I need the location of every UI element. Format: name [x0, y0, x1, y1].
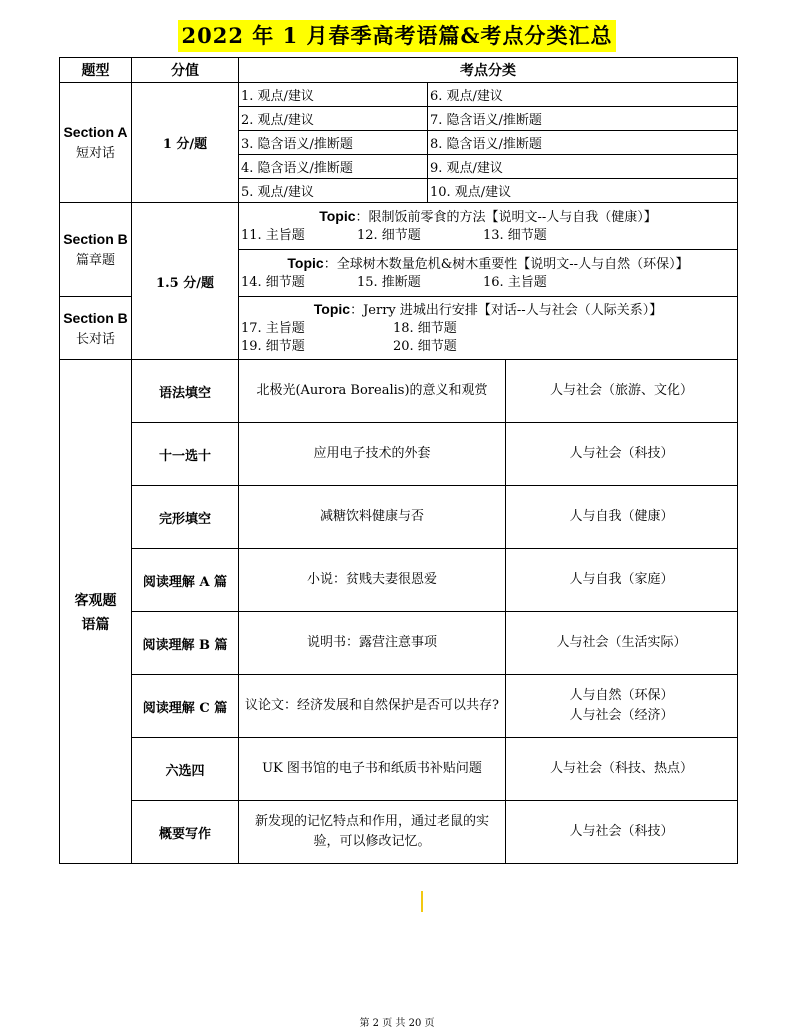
passage-theme-cell	[506, 675, 738, 738]
section-b-score	[132, 203, 239, 360]
passage-type: 阅读理解 C 篇	[132, 675, 239, 738]
section-b-sub: 篇章题	[75, 253, 115, 268]
section-a-row-1	[60, 83, 738, 107]
question-item: 20. 细节题	[393, 339, 457, 354]
table-row	[60, 486, 738, 549]
question-line-4	[239, 338, 737, 356]
header-question-type: 题型	[60, 58, 132, 83]
question-item: 15. 推断题	[357, 275, 421, 290]
header-score: 分值	[132, 58, 239, 83]
topic-label: Topic	[319, 208, 356, 224]
table-row	[60, 675, 738, 738]
question-item: 19. 细节题	[241, 339, 305, 354]
text-cursor	[421, 891, 423, 912]
passage-topic: 议论文：经济发展和自然保护是否可以共存?	[239, 675, 506, 738]
summary-table	[59, 57, 738, 864]
question-line-2	[239, 274, 737, 292]
list-item: 5. 观点/建议	[239, 179, 428, 203]
list-item: 8. 隐含语义/推断题	[428, 131, 738, 155]
section-b-name: Section B	[63, 231, 128, 247]
section-b-dialogue-label	[60, 297, 132, 360]
table-row	[60, 612, 738, 675]
passage-theme: 人与社会（科技）	[506, 423, 738, 486]
section-b-passage-row-1	[60, 203, 738, 250]
question-item: 16. 主旨题	[483, 275, 547, 290]
list-item: 9. 观点/建议	[428, 155, 738, 179]
passage-theme: 人与社会（生活实际）	[506, 612, 738, 675]
passage-theme: 人与社会（科技）	[506, 801, 738, 864]
passage-topic: 减糖饮料健康与否	[239, 486, 506, 549]
list-item: 3. 隐含语义/推断题	[239, 131, 428, 155]
passage-type: 语法填空	[132, 360, 239, 423]
passage-type: 阅读理解 B 篇	[132, 612, 239, 675]
passage-topic: 应用电子技术的外套	[239, 423, 506, 486]
section-b-score-text: 1.5 分/题	[156, 275, 214, 291]
section-a-score-text: 1 分/题	[162, 137, 208, 152]
title-wrap	[0, 20, 794, 52]
passage-type: 完形填空	[132, 486, 239, 549]
table-row	[60, 549, 738, 612]
topic-label: Topic	[287, 255, 324, 271]
list-item: 6. 观点/建议	[428, 83, 738, 107]
header-categories: 考点分类	[239, 58, 738, 83]
passage-topic: 北极光(Aurora Borealis)的意义和观赏	[239, 360, 506, 423]
section-a-sub: 短对话	[75, 146, 115, 161]
table-header-row	[60, 58, 738, 83]
objective-name-line2: 语篇	[81, 616, 110, 633]
topic-line-1	[239, 207, 737, 227]
question-item: 18. 细节题	[393, 321, 457, 336]
passage-topic: 说明书：露营注意事项	[239, 612, 506, 675]
question-item: 12. 细节题	[357, 228, 421, 243]
question-line-1	[239, 227, 737, 245]
topic-cell-2	[239, 250, 738, 297]
section-a-label	[60, 83, 132, 203]
table-row	[60, 360, 738, 423]
list-item: 10. 观点/建议	[428, 179, 738, 203]
passage-topic: UK 图书馆的电子书和纸质书补贴问题	[239, 738, 506, 801]
section-b2-name: Section B	[63, 309, 128, 326]
passage-theme: 人与自我（家庭）	[506, 549, 738, 612]
section-b-passage-label	[60, 203, 132, 297]
objective-label	[60, 360, 132, 864]
question-item: 13. 细节题	[483, 228, 547, 243]
page-footer: 第 2 页 共 20 页	[359, 1018, 435, 1029]
passage-theme-2: 人与社会（经济）	[569, 708, 674, 723]
topic-cell-3	[239, 297, 738, 360]
list-item: 4. 隐含语义/推断题	[239, 155, 428, 179]
list-item: 1. 观点/建议	[239, 83, 428, 107]
topic-line-2	[239, 254, 737, 274]
passage-type: 概要写作	[132, 801, 239, 864]
passage-type: 六选四	[132, 738, 239, 801]
passage-theme: 人与社会（旅游、文化）	[506, 360, 738, 423]
passage-type: 十一选十	[132, 423, 239, 486]
question-item: 11. 主旨题	[241, 228, 305, 243]
passage-topic: 小说：贫贱夫妻很恩爱	[239, 549, 506, 612]
list-item: 7. 隐含语义/推断题	[428, 107, 738, 131]
question-line-3	[239, 320, 737, 338]
passage-theme: 人与社会（科技、热点）	[506, 738, 738, 801]
topic-cell-1	[239, 203, 738, 250]
section-b2-sub: 长对话	[75, 331, 115, 347]
section-a-score	[132, 83, 239, 203]
topic-text: ：Jerry 进城出行安排【对话--人与社会（人际关系）】	[350, 303, 663, 318]
passage-topic: 新发现的记忆特点和作用，通过老鼠的实验，可以修改记忆。	[239, 801, 506, 864]
topic-label: Topic	[313, 301, 351, 317]
table-row	[60, 423, 738, 486]
topic-line-3	[239, 300, 737, 320]
topic-text: ：全球树木数量危机&树木重要性【说明文--人与自然（环保）】	[323, 257, 689, 272]
table-row	[60, 738, 738, 801]
passage-theme: 人与自我（健康）	[506, 486, 738, 549]
table-row	[60, 801, 738, 864]
passage-theme: 人与自然（环保）	[569, 688, 674, 703]
section-a-name: Section A	[63, 124, 128, 140]
page-title: 2022 年 1 月春季高考语篇&考点分类汇总	[178, 20, 617, 52]
topic-text: ：限制饭前零食的方法【说明文--人与自我（健康）】	[355, 210, 657, 225]
list-item: 2. 观点/建议	[239, 107, 428, 131]
passage-type: 阅读理解 A 篇	[132, 549, 239, 612]
question-item: 14. 细节题	[241, 275, 305, 290]
question-item: 17. 主旨题	[241, 321, 305, 336]
objective-name-line1: 客观题	[74, 592, 117, 609]
